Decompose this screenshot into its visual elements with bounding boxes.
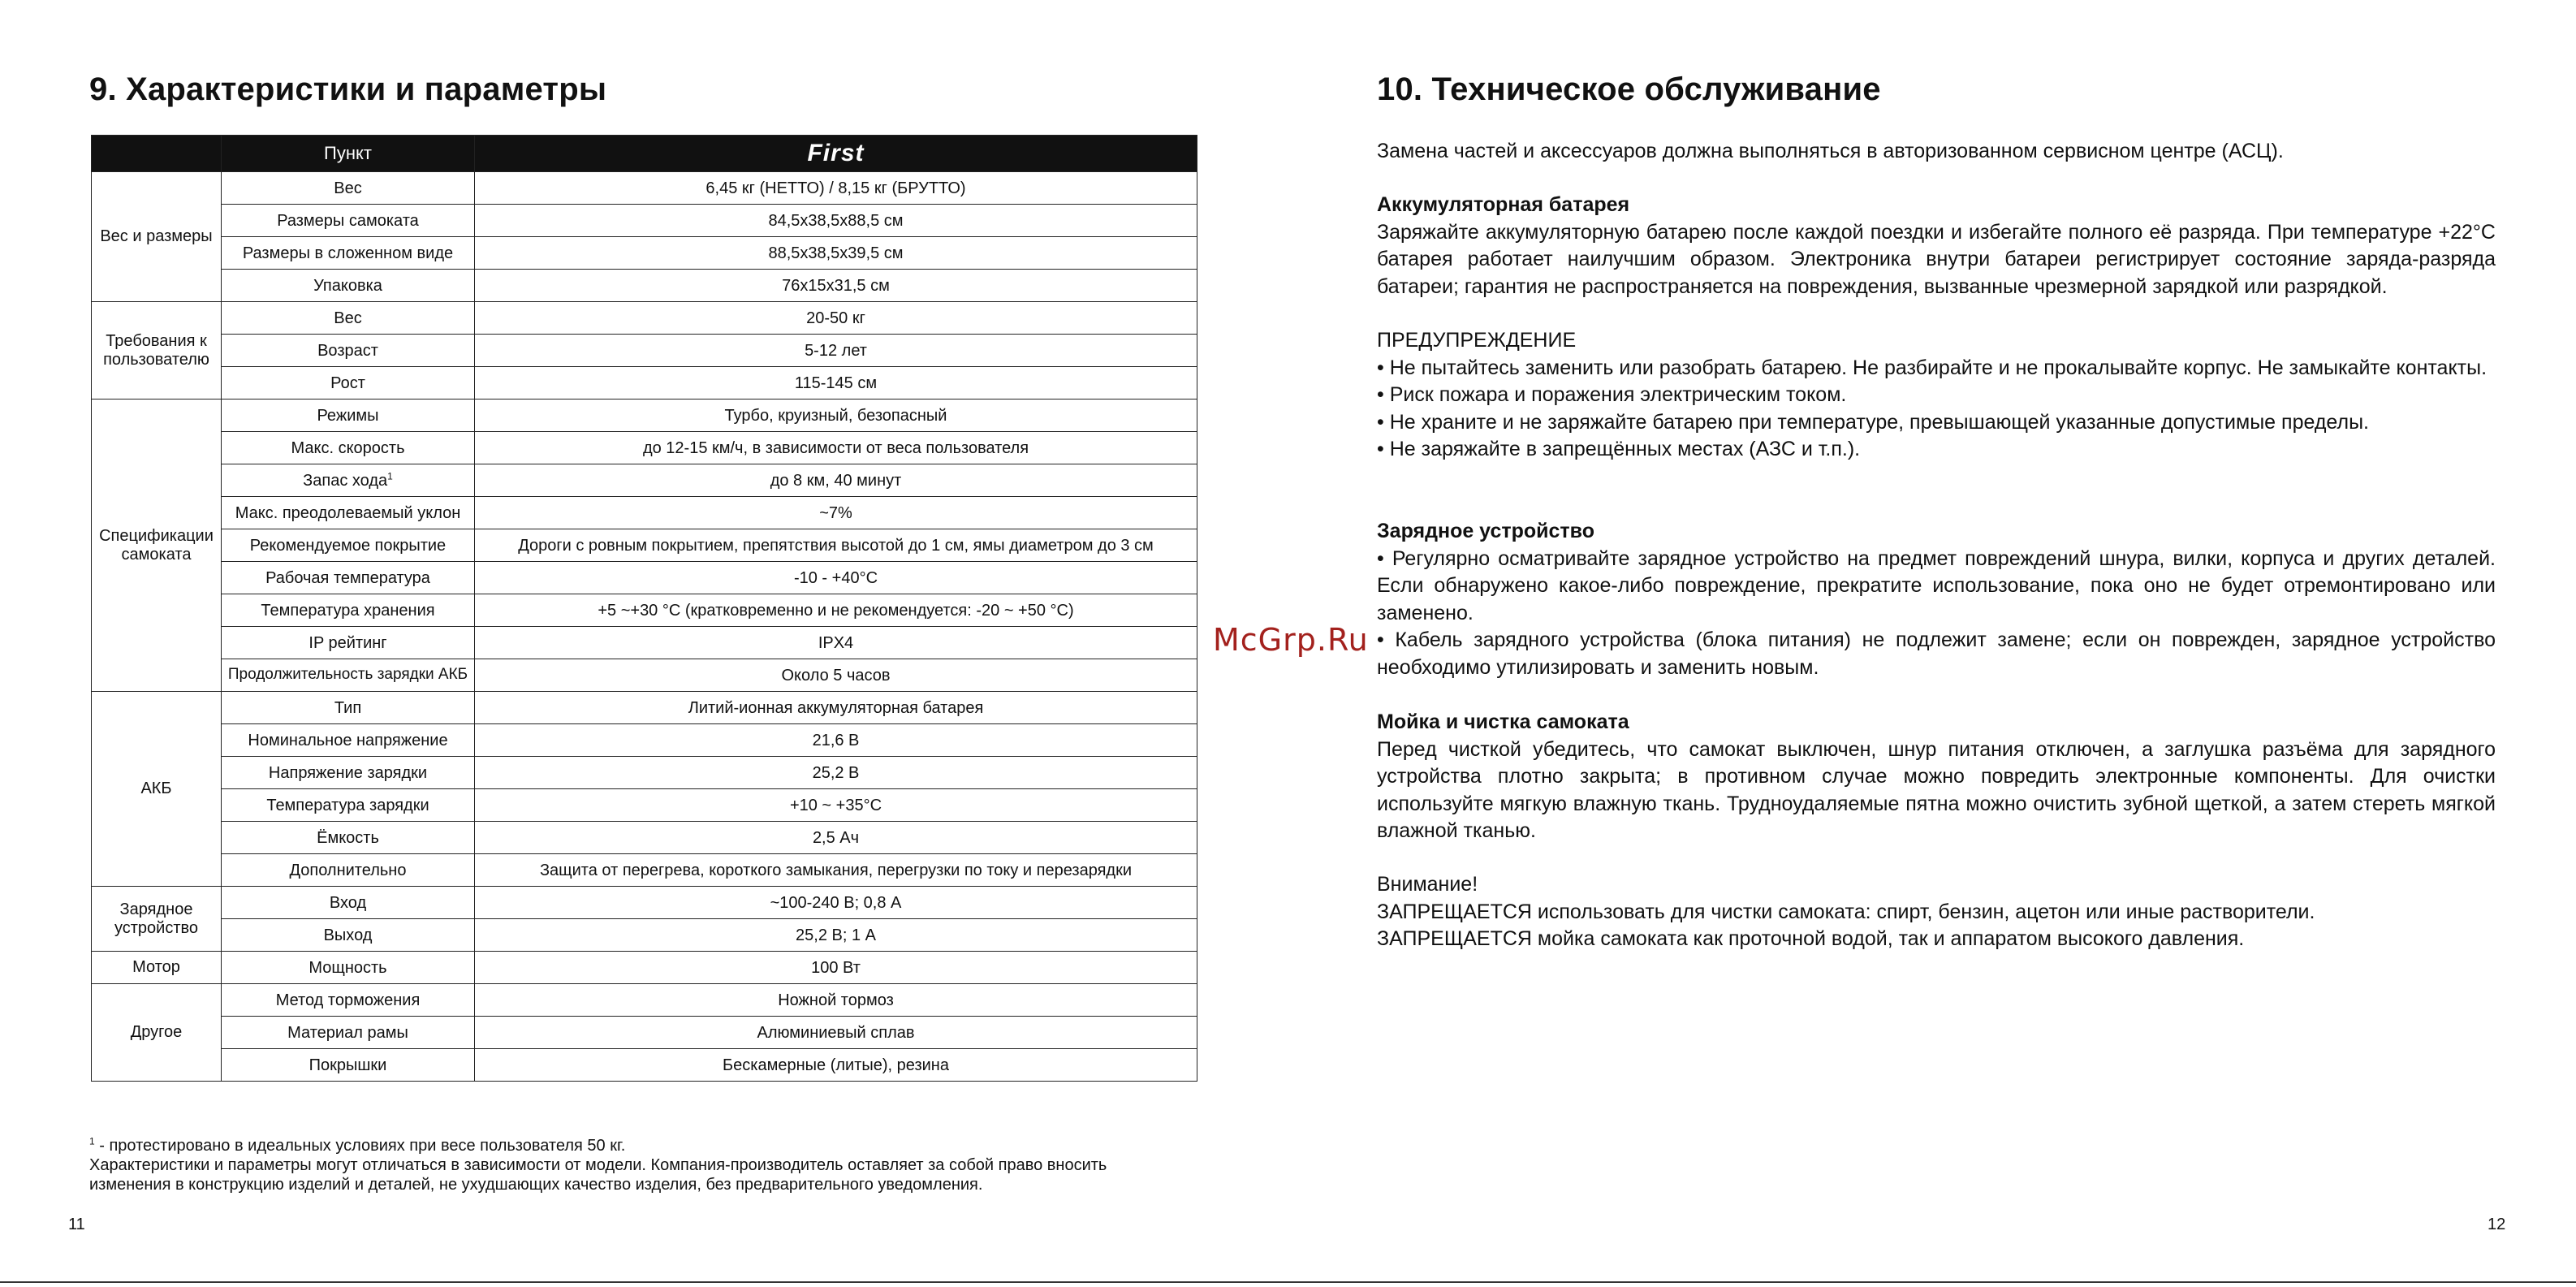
- row-value: Литий-ионная аккумуляторная батарея: [475, 692, 1197, 724]
- row-value: 88,5x38,5x39,5 см: [475, 237, 1197, 270]
- table-row: [92, 887, 1197, 919]
- group-cell-weight-size: Вес и размеры: [92, 172, 222, 302]
- row-item: Рабочая температура: [222, 562, 475, 594]
- table-row: [92, 562, 1197, 594]
- row-item: Напряжение зарядки: [222, 757, 475, 789]
- row-item: Продолжительность зарядки АКБ: [222, 659, 475, 692]
- row-item: Мощность: [222, 952, 475, 984]
- group-cell-other: Другое: [92, 984, 222, 1082]
- prohibition-line: ЗАПРЕЩАЕТСЯ мойка самоката как проточной водой, так и аппаратом высокого давления.: [1377, 927, 2245, 950]
- section-heading: Мойка и чистка самоката: [1377, 710, 1629, 733]
- row-item: Рекомендуемое покрытие: [222, 529, 475, 562]
- table-row: [92, 854, 1197, 887]
- row-value: 76x15x31,5 см: [475, 270, 1197, 302]
- group-cell-scooter: Спецификации самоката: [92, 399, 222, 692]
- table-row: [92, 205, 1197, 237]
- table-row: [92, 659, 1197, 692]
- row-value: Дороги с ровным покрытием, препятствия высотой до 1 см, ямы диаметром до 3 см: [475, 529, 1197, 562]
- row-value: 6,45 кг (НЕТТО) / 8,15 кг (БРУТТО): [475, 172, 1197, 205]
- row-item: Номинальное напряжение: [222, 724, 475, 757]
- right-page: [1288, 0, 2576, 1287]
- section-text: • Кабель зарядного устройства (блока питания) не подлежит замене; если он поврежден, зарядное устройство необходимо утилизировать и заменить новым.: [1377, 628, 2496, 679]
- page-title: 10. Техническое обслуживание: [1377, 71, 1881, 107]
- attention-heading: Внимание!: [1377, 873, 1478, 896]
- table-row: [92, 789, 1197, 822]
- table-row: [92, 1049, 1197, 1082]
- row-value: IPX4: [475, 627, 1197, 659]
- row-value: ~7%: [475, 497, 1197, 529]
- row-value: 115-145 см: [475, 367, 1197, 399]
- header-empty-cell: [92, 136, 222, 172]
- row-item: Размеры самоката: [222, 205, 475, 237]
- row-item: Выход: [222, 919, 475, 952]
- row-value: 20-50 кг: [475, 302, 1197, 335]
- row-value: -10 - +40°С: [475, 562, 1197, 594]
- battery-section: [1377, 192, 2496, 300]
- row-item: Метод торможения: [222, 984, 475, 1017]
- table-row: [92, 335, 1197, 367]
- table-row: [92, 757, 1197, 789]
- section-text: Заряжайте аккумуляторную батарею после каждой поездки и избегайте полного её разряда. При температуре +22°С батарея работает наилучшим образом. Электроника внутри батареи регистрирует состояние заряда-разряда батареи; гарантия не распространяется на повреждения, вызванные чрезмерной зарядкой или разрядкой.: [1377, 220, 2496, 298]
- row-item: Ёмкость: [222, 822, 475, 854]
- row-item-label: Запас хода: [303, 471, 388, 490]
- row-item: Температура зарядки: [222, 789, 475, 822]
- section-heading: Аккумуляторная батарея: [1377, 193, 1630, 216]
- table-row: [92, 627, 1197, 659]
- row-item: Материал рамы: [222, 1017, 475, 1049]
- table-row: [92, 464, 1197, 497]
- intro-paragraph: [1377, 138, 2496, 166]
- row-item: Дополнительно: [222, 854, 475, 887]
- row-value: 100 Вт: [475, 952, 1197, 984]
- row-item: Тип: [222, 692, 475, 724]
- group-cell-motor: Мотор: [92, 952, 222, 984]
- row-item: [222, 464, 475, 497]
- table-row: [92, 367, 1197, 399]
- footnote-1: [89, 1136, 1210, 1155]
- row-value: Защита от перегрева, короткого замыкания, перегрузки по току и перезарядки: [475, 854, 1197, 887]
- table-row: [92, 270, 1197, 302]
- row-value: Турбо, круизный, безопасный: [475, 399, 1197, 432]
- table-row: [92, 237, 1197, 270]
- list-item: • Не храните и не заряжайте батарею при температуре, превышающей указанные допустимые пределы.: [1377, 410, 2369, 434]
- watermark: McGrp.Ru: [1213, 622, 1369, 658]
- section-text: • Регулярно осматривайте зарядное устройство на предмет повреждений шнура, вилки, корпуса и других деталей. Если обнаружено какое-либо повреждение, прекратите использование, пока оно не будет отремонтировано или заменено.: [1377, 546, 2496, 624]
- intro-text: Замена частей и аксессуаров должна выполняться в авторизованном сервисном центре (АСЦ).: [1377, 140, 2284, 162]
- charger-section: [1377, 518, 2496, 681]
- row-value: 25,2 В: [475, 757, 1197, 789]
- footnote-disclaimer-line-1: Характеристики и параметры могут отличаться в зависимости от модели. Компания-производитель оставляет за собой право вносить: [89, 1156, 1107, 1174]
- list-item: • Не заряжайте в запрещённых местах (АЗС и т.п.).: [1377, 438, 1861, 460]
- table-row: [92, 432, 1197, 464]
- table-row: [92, 172, 1197, 205]
- row-item: Покрышки: [222, 1049, 475, 1082]
- spec-table: [91, 135, 1197, 1082]
- section-heading: Зарядное устройство: [1377, 520, 1594, 542]
- row-item: Режимы: [222, 399, 475, 432]
- row-item: Возраст: [222, 335, 475, 367]
- table-row: [92, 822, 1197, 854]
- row-item: IP рейтинг: [222, 627, 475, 659]
- page-number: 11: [68, 1216, 85, 1233]
- group-cell-battery: АКБ: [92, 692, 222, 887]
- footnote-mark: 1: [89, 1135, 95, 1147]
- row-value: 2,5 Ач: [475, 822, 1197, 854]
- row-value: 21,6 В: [475, 724, 1197, 757]
- table-row: [92, 529, 1197, 562]
- table-row: [92, 399, 1197, 432]
- row-item: Температура хранения: [222, 594, 475, 627]
- group-cell-user: Требования к пользователю: [92, 302, 222, 399]
- footnotes: [89, 1136, 1210, 1194]
- row-item: Рост: [222, 367, 475, 399]
- row-value: Ножной тормоз: [475, 984, 1197, 1017]
- header-item: Пункт: [222, 136, 475, 172]
- prohibition-line: ЗАПРЕЩАЕТСЯ использовать для чистки самоката: спирт, бензин, ацетон или иные растворители.: [1377, 900, 2315, 923]
- page-title: 9. Характеристики и параметры: [89, 71, 607, 107]
- row-value: Бескамерные (литые), резина: [475, 1049, 1197, 1082]
- row-value: ~100-240 В; 0,8 А: [475, 887, 1197, 919]
- row-value: 5-12 лет: [475, 335, 1197, 367]
- attention-section: [1377, 871, 2496, 953]
- table-row: [92, 594, 1197, 627]
- row-value: Алюминиевый сплав: [475, 1017, 1197, 1049]
- warning-heading: ПРЕДУПРЕЖДЕНИЕ: [1377, 329, 1577, 352]
- row-value: 84,5x38,5x88,5 см: [475, 205, 1197, 237]
- footnote-ref: 1: [387, 469, 393, 482]
- table-row: [92, 919, 1197, 952]
- bottom-divider: [0, 1281, 2576, 1283]
- section-text: Перед чисткой убедитесь, что самокат выключен, шнур питания отключен, а заглушка разъёма для зарядного устройства плотно закрыта; в противном случае можно повредить электронные компоненты. Для очистки используйте мягкую влажную ткань. Трудноудаляемые пятна можно очистить зубной щеткой, а затем стереть мягкой влажной тканью.: [1377, 737, 2496, 842]
- cleaning-section: [1377, 709, 2496, 845]
- row-value: до 12-15 км/ч, в зависимости от веса пользователя: [475, 432, 1197, 464]
- row-item: Макс. скорость: [222, 432, 475, 464]
- row-item: Вес: [222, 302, 475, 335]
- row-value: 25,2 В; 1 А: [475, 919, 1197, 952]
- table-row: [92, 497, 1197, 529]
- page-number: 12: [2488, 1216, 2506, 1233]
- row-item: Размеры в сложенном виде: [222, 237, 475, 270]
- row-item: Вес: [222, 172, 475, 205]
- footnote-text: - протестировано в идеальных условиях при весе пользователя 50 кг.: [94, 1137, 626, 1155]
- row-item: Упаковка: [222, 270, 475, 302]
- list-item: • Риск пожара и поражения электрическим током.: [1377, 383, 1847, 406]
- table-row: [92, 692, 1197, 724]
- row-value: +5 ~+30 °С (кратковременно и не рекомендуется: -20 ~ +50 °С): [475, 594, 1197, 627]
- brand-logo: First: [475, 136, 1197, 172]
- group-cell-charger: Зарядное устройство: [92, 887, 222, 952]
- table-row: [92, 984, 1197, 1017]
- row-value: +10 ~ +35°С: [475, 789, 1197, 822]
- list-item: • Не пытайтесь заменить или разобрать батарею. Не разбирайте и не прокалывайте корпус. Не замыкайте контакты.: [1377, 356, 2488, 379]
- warning-section: [1377, 327, 2496, 464]
- row-item: Макс. преодолеваемый уклон: [222, 497, 475, 529]
- row-value: до 8 км, 40 минут: [475, 464, 1197, 497]
- table-row: [92, 302, 1197, 335]
- table-row: [92, 1017, 1197, 1049]
- footnote-disclaimer-line-2: изменения в конструкцию изделий и деталей, не ухудшающих качество изделия, без предварительного уведомления.: [89, 1176, 983, 1194]
- table-row: [92, 724, 1197, 757]
- row-value: Около 5 часов: [475, 659, 1197, 692]
- table-row: [92, 952, 1197, 984]
- row-item: Вход: [222, 887, 475, 919]
- table-header-row: [92, 136, 1197, 172]
